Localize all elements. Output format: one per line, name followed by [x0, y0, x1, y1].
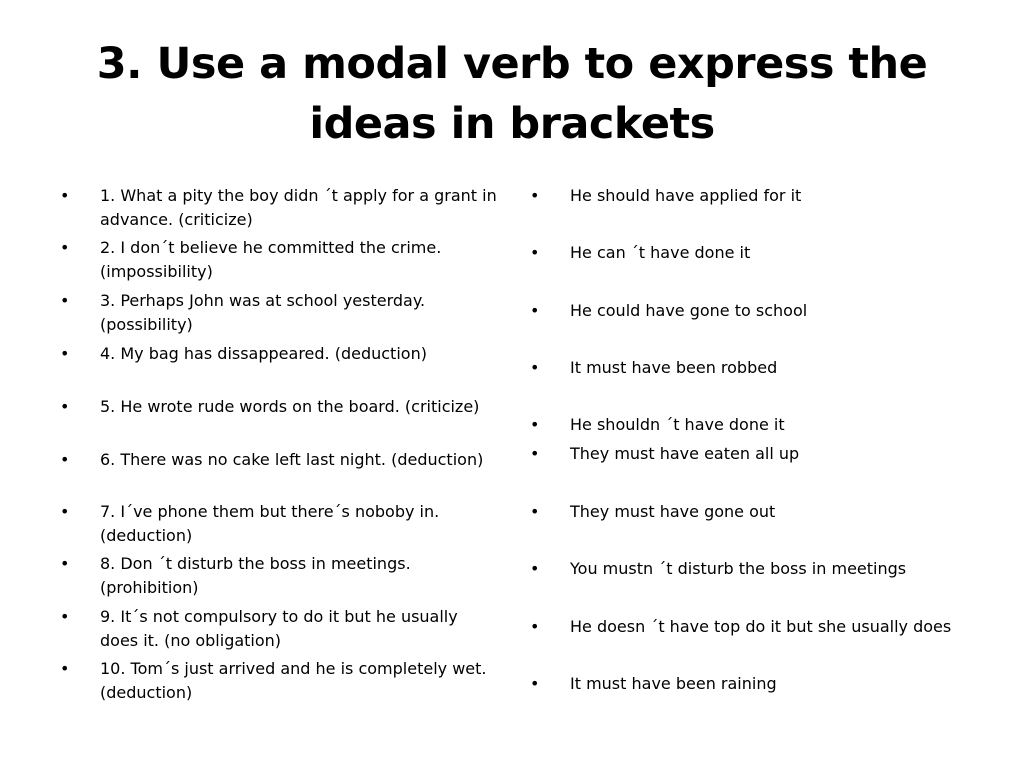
- bullet: •: [60, 607, 70, 626]
- exercise-text: 8. Don ´t disturb the boss in meetings. (prohibition): [100, 554, 411, 597]
- exercise-text: 1. What a pity the boy didn ´t apply for a grant in advance. (criticize): [100, 186, 497, 229]
- bullet: •: [60, 502, 70, 521]
- bullet: •: [530, 617, 540, 636]
- list-item: [530, 500, 1010, 524]
- answer-text: You mustn ´t disturb the boss in meetings: [570, 559, 907, 578]
- list-item: [60, 500, 500, 548]
- answer-text: It must have been raining: [570, 674, 777, 693]
- list-item: [60, 395, 500, 419]
- bullet: •: [60, 554, 70, 573]
- bullet: •: [530, 559, 540, 578]
- exercise-text: 9. It´s not compulsory to do it but he usually does it. (no obligation): [100, 607, 458, 650]
- answer-text: He doesn ´t have top do it but she usually does: [570, 617, 952, 636]
- bullet: •: [60, 291, 70, 310]
- exercise-text: 10. Tom´s just arrived and he is completely wet. (deduction): [100, 659, 487, 702]
- bullet: •: [60, 344, 70, 363]
- answer-text: He should have applied for it: [570, 186, 802, 205]
- list-item: [530, 299, 1010, 323]
- bullet: •: [60, 659, 70, 678]
- list-item: [530, 672, 1010, 696]
- list-item: [530, 356, 1010, 380]
- list-item: [60, 552, 500, 600]
- answer-text: He could have gone to school: [570, 301, 808, 320]
- list-item: [60, 342, 500, 366]
- bullet: •: [530, 444, 540, 463]
- list-item: [60, 289, 500, 337]
- list-item: [60, 605, 500, 653]
- answer-text: He shouldn ´t have done it: [570, 415, 785, 434]
- list-item: [530, 615, 1010, 639]
- list-item: [530, 413, 1010, 437]
- bullet: •: [530, 674, 540, 693]
- exercise-text: 5. He wrote rude words on the board. (criticize): [100, 397, 480, 416]
- exercise-text: 4. My bag has dissappeared. (deduction): [100, 344, 427, 363]
- bullet: •: [530, 243, 540, 262]
- list-item: [530, 557, 1010, 581]
- list-item: [530, 184, 1010, 208]
- list-item: [60, 236, 500, 284]
- bullet: •: [60, 397, 70, 416]
- bullet: •: [530, 186, 540, 205]
- list-item: [530, 241, 1010, 265]
- answer-text: He can ´t have done it: [570, 243, 751, 262]
- bullet: •: [530, 502, 540, 521]
- bullet: •: [60, 450, 70, 469]
- bullet: •: [530, 301, 540, 320]
- bullet: •: [60, 238, 70, 257]
- bullet: •: [530, 415, 540, 434]
- exercise-text: 2. I don´t believe he committed the crime. (impossibility): [100, 238, 442, 281]
- exercise-text: 3. Perhaps John was at school yesterday. (possibility): [100, 291, 426, 334]
- exercise-text: 7. I´ve phone them but there´s noboby in. (deduction): [100, 502, 440, 545]
- answer-text: It must have been robbed: [570, 358, 778, 377]
- bullet: •: [60, 186, 70, 205]
- slide-title: 3. Use a modal verb to express the ideas in brackets: [96, 39, 928, 149]
- list-item: [60, 184, 500, 232]
- list-item: [60, 448, 500, 472]
- list-item: [530, 442, 1010, 466]
- answer-text: They must have gone out: [570, 502, 776, 521]
- exercise-text: 6. There was no cake left last night. (deduction): [100, 450, 484, 469]
- answer-text: They must have eaten all up: [570, 444, 800, 463]
- list-item: [60, 657, 500, 705]
- bullet: •: [530, 358, 540, 377]
